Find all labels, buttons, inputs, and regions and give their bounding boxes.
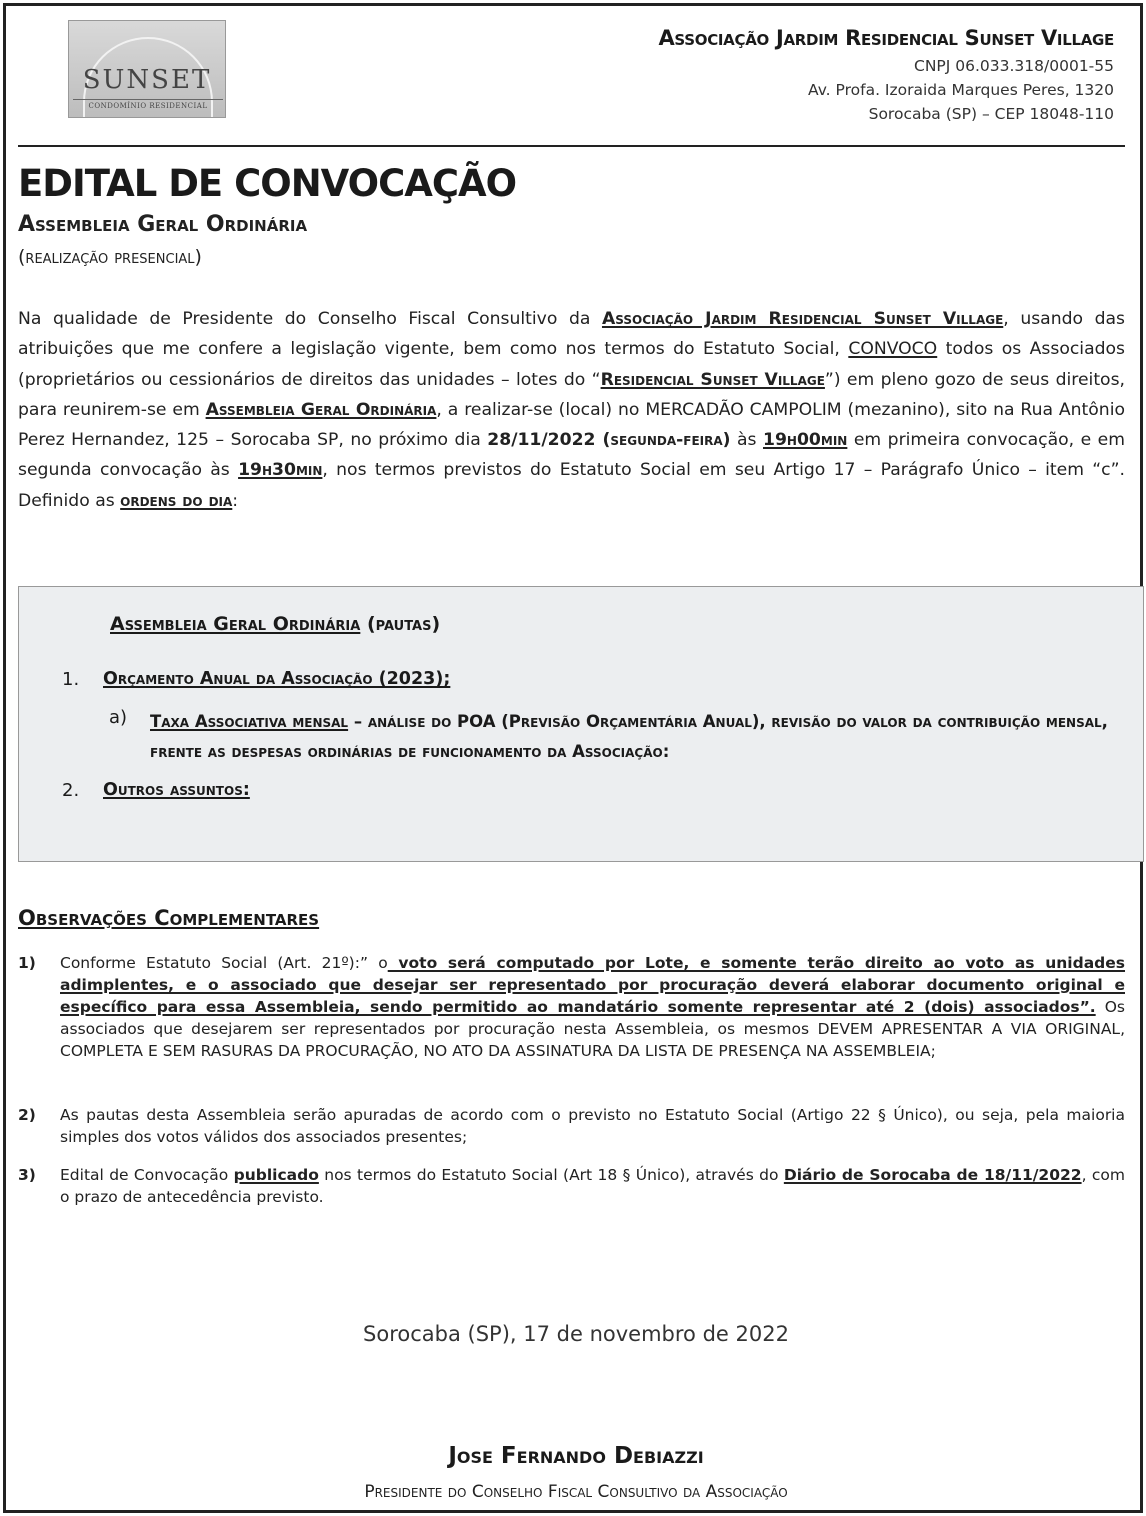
header-divider <box>18 145 1125 147</box>
intro-text: às <box>730 430 763 451</box>
observation-1-rest: Os associados que desejarem ser representados por procuração nesta Assembleia, os mesmos DEVEM APRESENTAR A VIA ORIGINAL, COMPLETA E SEM RASURAS DA PROCURAÇÃO, NO ATO DA ASSINATURA DA LISTA DE PRESENÇA NA ASSEMBLEIA; <box>60 998 1126 1060</box>
org-city: Sorocaba (SP) – CEP 18048-110 <box>868 105 1114 123</box>
agenda-heading-suffix: (pautas) <box>360 613 441 635</box>
observation-3-newspaper: Diário de Sorocaba de 18/11/2022 <box>783 1166 1082 1184</box>
intro-text: todos os Associados (proprietários ou cessionários de direitos das unidades – lotes do “ <box>18 339 1125 390</box>
page-subtitle: Assembleia Geral Ordinária <box>18 212 308 237</box>
observation-1-lead: Conforme Estatuto Social (Art. 21º):” o <box>60 954 388 972</box>
observation-1 <box>18 952 1125 1062</box>
observations-title-text: Observações Complementares <box>18 906 320 930</box>
meeting-mode: (realização presencial) <box>18 246 202 268</box>
document-frame <box>3 3 1143 1513</box>
agenda-item-number: 1. <box>62 669 80 690</box>
observation-number: 1) <box>18 954 36 972</box>
observation-text <box>60 952 1125 1062</box>
intro-ordens: ordens do dia <box>120 490 233 511</box>
intro-org-name: Associação Jardim Residencial Sunset Village <box>601 309 1004 329</box>
intro-text: ”) em pleno gozo de seus direitos, para reunirem-se em <box>18 369 1125 420</box>
signer-role: Presidente do Conselho Fiscal Consultivo da Associação <box>364 1482 788 1502</box>
agenda-item-2 <box>103 780 250 800</box>
agenda-heading <box>110 613 440 635</box>
org-cnpj: CNPJ 06.033.318/0001-55 <box>914 57 1114 75</box>
observation-3 <box>18 1164 1125 1208</box>
agenda-subitem-a-title: Taxa Associativa mensal <box>150 712 349 731</box>
agenda-item-1-text: Orçamento Anual da Associação (2023); <box>103 669 451 689</box>
logo-word: SUNSET <box>82 65 212 95</box>
org-name: Associação Jardim Residencial Sunset Village <box>658 26 1114 50</box>
intro-residencial: Residencial Sunset Village <box>600 369 825 390</box>
agenda-heading-main: Assembleia Geral Ordinária <box>110 613 361 635</box>
observation-number: 2) <box>18 1106 36 1124</box>
observation-3-published: publicado <box>233 1166 319 1184</box>
intro-text: , usando das atribuições que me confere a legislação vigente, bem como nos termos do Estatuto Social, <box>18 309 1125 360</box>
agenda-subitem-a <box>150 707 1110 767</box>
page-title: EDITAL DE CONVOCAÇÃO <box>18 162 517 205</box>
intro-date: 28/11/2022 (segunda-feira) <box>487 430 731 451</box>
observation-text <box>60 1164 1125 1208</box>
intro-text: em primeira convocação, e em segunda convocação às <box>18 430 1125 481</box>
observation-number: 3) <box>18 1166 36 1184</box>
sunset-logo <box>68 20 226 118</box>
org-address: Av. Profa. Izoraida Marques Peres, 1320 <box>808 81 1114 99</box>
intro-paragraph <box>18 304 1125 516</box>
agenda-subitem-letter: a) <box>109 707 128 728</box>
place-date: Sorocaba (SP), 17 de novembro de 2022 <box>363 1322 789 1346</box>
agenda-item-1 <box>103 669 450 689</box>
intro-text: , a realizar-se (local) no MERCADÃO CAMPOLIM (mezanino), sito na Rua Antônio Perez Hernandez, 125 – Sorocaba SP, no próximo dia <box>18 399 1125 451</box>
observation-3-middle: nos termos do Estatuto Social (Art 18 § Único), através do <box>318 1166 784 1184</box>
signer-name: Jose Fernando Debiazzi <box>448 1443 704 1469</box>
observations-title <box>18 906 319 930</box>
intro-text: , nos termos previstos do Estatuto Social em seu Artigo 17 – Parágrafo Único – item “c”. Definido as <box>18 460 1125 511</box>
intro-assembleia: Assembleia Geral Ordinária <box>205 399 437 420</box>
agenda-box <box>18 586 1144 862</box>
intro-time-second: 19h30min <box>238 460 323 481</box>
org-header <box>658 24 1114 126</box>
intro-text: Na qualidade de Presidente do Conselho Fiscal Consultivo da <box>18 309 602 329</box>
observation-1-quote: voto será computado por Lote, e somente terão direito ao voto as unidades adimplentes, e o associado que desejar ser representado por procuração deverá elaborar documento original e específico para essa Assembleia, sendo permitido ao mandatário somente representar até 2 (dois) associados”. <box>60 954 1126 1016</box>
logo-subtitle: CONDOMÍNIO RESIDENCIAL <box>73 99 223 110</box>
agenda-subitem-a-text: – análise do POA (Previsão Orçamentária Anual), revisão do valor da contribuição mensal, frente as despesas ordinárias de funcionamento da Associação: <box>150 712 1108 761</box>
observation-3-end: , com o prazo de antecedência previsto. <box>60 1166 1125 1206</box>
intro-time-first: 19h00min <box>763 430 848 451</box>
observation-text: As pautas desta Assembleia serão apuradas de acordo com o previsto no Estatuto Social (Artigo 22 § Único), ou seja, pela maioria simples dos votos válidos dos associados presentes; <box>60 1106 1125 1146</box>
intro-text: : <box>232 490 239 511</box>
agenda-item-number: 2. <box>62 780 80 801</box>
observation-3-lead: Edital de Convocação <box>60 1166 234 1184</box>
agenda-item-2-text: Outros assuntos: <box>103 780 250 800</box>
intro-convoco: CONVOCO <box>848 339 938 360</box>
observation-2 <box>18 1104 1125 1148</box>
